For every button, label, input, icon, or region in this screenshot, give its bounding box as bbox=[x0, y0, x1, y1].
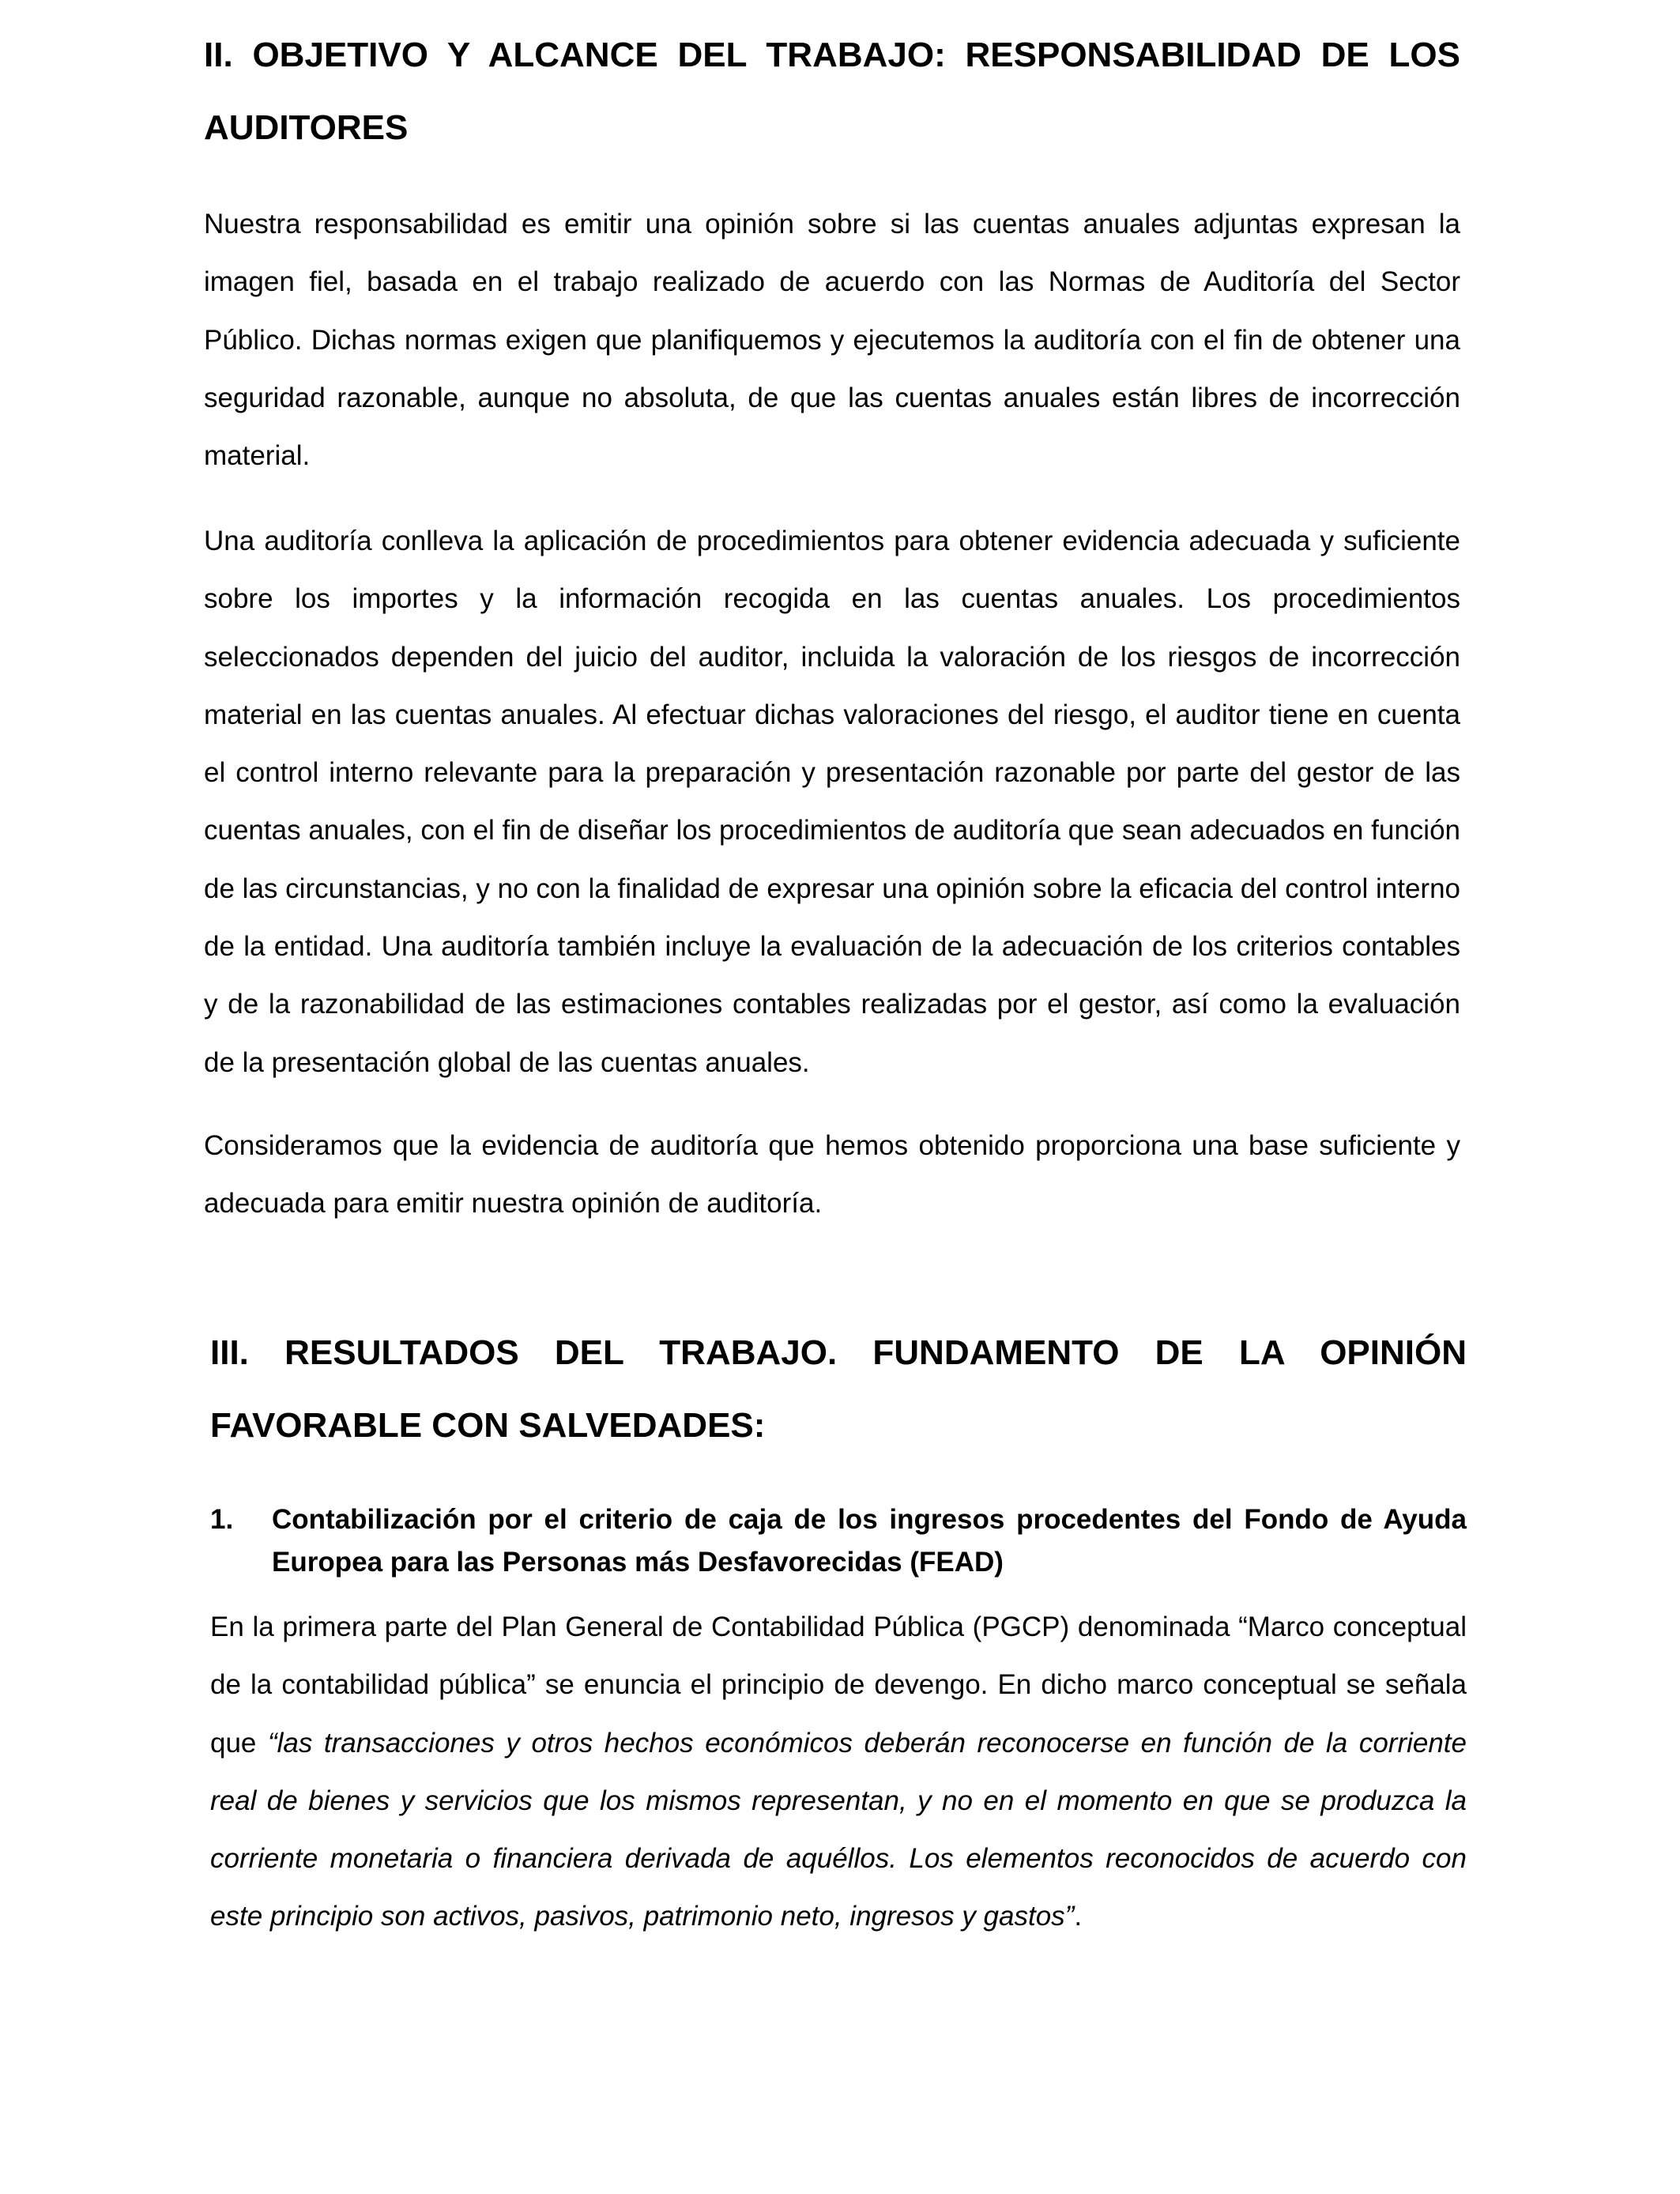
numbered-item-1 bbox=[210, 1498, 1467, 1584]
section-3-paragraph-1 bbox=[210, 1598, 1467, 1946]
paragraph-intro: En la primera parte del Plan General de Contabilidad Pública (PGCP) denominada “Marco conceptual de la contabilidad pública” se enuncia el principio de devengo. En dicho marco conceptual se señala que bbox=[210, 1612, 1467, 1759]
section-2-heading: II. OBJETIVO Y ALCANCE DEL TRABAJO: RESPONSABILIDAD DE LOS AUDITORES bbox=[204, 36, 1460, 147]
section-2-paragraph-3: Consideramos que la evidencia de auditoría que hemos obtenido proporciona una base suficiente y adecuada para emitir nuestra opinión de auditoría. bbox=[204, 1130, 1460, 1220]
section-3-heading: III. RESULTADOS DEL TRABAJO. FUNDAMENTO DE LA OPINIÓN FAVORABLE CON SALVEDADES: bbox=[210, 1333, 1467, 1445]
paragraph-end: . bbox=[1074, 1901, 1083, 1932]
item-title: Contabilización por el criterio de caja de los ingresos procedentes del Fondo de Ayuda Europea para las Personas más Desfavorecidas (FEAD) bbox=[272, 1504, 1467, 1578]
paragraph-quote: “las transacciones y otros hechos económicos deberán reconocerse en función de la corriente real de bienes y servicios que los mismos representan, y no en el momento en que se produzca la corriente monetaria o financiera derivada de aquéllos. Los elementos reconocidos de acuerdo con este principio son activos, pasivos, patrimonio neto, ingresos y gastos” bbox=[210, 1727, 1467, 1932]
item-number: 1. bbox=[210, 1504, 234, 1535]
section-2-paragraph-1: Nuestra responsabilidad es emitir una opinión sobre si las cuentas anuales adjuntas expresan la imagen fiel, basada en el trabajo realizado de acuerdo con las Normas de Auditoría del Sector Público. Dichas normas exigen que planifiquemos y ejecutemos la auditoría con el fin de obtener una seguridad razonable, aunque no absoluta, de que las cuentas anuales están libres de incorrección material. bbox=[204, 209, 1460, 472]
section-2-paragraph-2: Una auditoría conlleva la aplicación de procedimientos para obtener evidencia adecuada y suficiente sobre los importes y la información recogida en las cuentas anuales. Los procedimientos seleccionados dependen del juicio del auditor, incluida la valoración de los riesgos de incorrección material en las cuentas anuales. Al efectuar dichas valoraciones del riesgo, el auditor tiene en cuenta el control interno relevante para la preparación y presentación razonable por parte del gestor de las cuentas anuales, con el fin de diseñar los procedimientos de auditoría que sean adecuados en función de las circunstancias, y no con la finalidad de expresar una opinión sobre la eficacia del control interno de la entidad. Una auditoría también incluye la evaluación de la adecuación de los criterios contables y de la razonabilidad de las estimaciones contables realizadas por el gestor, así como la evaluación de la presentación global de las cuentas anuales. bbox=[204, 526, 1460, 1078]
